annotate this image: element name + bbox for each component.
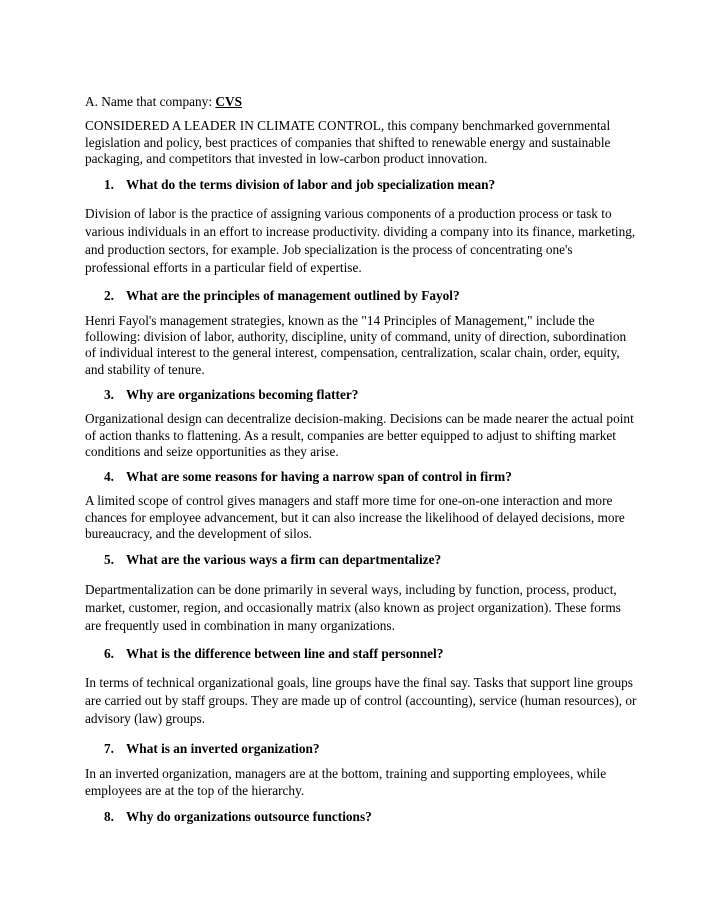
document-page (85, 94, 637, 825)
question-number: 5. (104, 552, 114, 568)
answer-3: Organizational design can decentralize decision-making. Decisions can be made nearer the actual point of action thanks to flattening. As a result, companies are better equipped to adjust to shifting market conditions and seize opportunities as they arise. (85, 411, 634, 459)
company-name: CVS (215, 94, 242, 109)
question-text: What do the terms division of labor and job specialization mean? (126, 177, 496, 193)
question-number: 8. (104, 808, 114, 824)
question-7 (85, 741, 637, 757)
answer-5: Departmentalization can be done primarily in several ways, including by function, process, product, market, customer, region, and occasionally matrix (also known as project organization). These forms are frequently used in combination in many organizations. (85, 581, 621, 633)
question-number: 1. (104, 177, 114, 193)
question-number: 2. (104, 288, 114, 304)
answer-6: In terms of technical organizational goals, line groups have the final say. Tasks that support line groups are carried out by staff groups. They are made up of control (accounting), service (human resources), or advisory (law) groups. (85, 674, 637, 726)
question-text: Why do organizations outsource functions? (126, 808, 372, 824)
heading-prefix: A. Name that company: (85, 94, 216, 109)
question-5 (85, 552, 637, 568)
question-number: 3. (104, 386, 114, 402)
question-text: What are some reasons for having a narrow span of control in firm? (126, 469, 512, 485)
answer-2: Henri Fayol's management strategies, known as the "14 Principles of Management," include the following: division of labor, authority, discipline, unity of command, unity of direction, subordination of individual interest to the general interest, compensation, centralization, scalar chain, order, equity, and stability of tenure. (85, 312, 627, 377)
question-1 (85, 177, 637, 193)
question-text: What are the various ways a firm can departmentalize? (126, 552, 442, 568)
question-3 (85, 387, 637, 403)
question-number: 7. (104, 740, 114, 756)
question-text: Why are organizations becoming flatter? (126, 386, 359, 402)
question-number: 6. (104, 645, 114, 661)
question-4 (85, 469, 637, 485)
question-2 (85, 288, 637, 304)
question-text: What is the difference between line and staff personnel? (126, 645, 444, 661)
answer-1: Division of labor is the practice of assigning various components of a production process or task to various individuals in an effort to increase productivity. dividing a company into its finance, marketing, and production sectors, for example. Job specialization is the process of concentrating one's professional efforts in a particular field of expertise. (85, 206, 636, 276)
question-8 (85, 809, 637, 825)
question-6 (85, 646, 637, 662)
intro-paragraph: CONSIDERED A LEADER IN CLIMATE CONTROL, this company benchmarked governmental legislation and policy, best practices of companies that shifted to renewable energy and sustainable packaging, and competitors that invested in low-carbon product innovation. (85, 118, 611, 166)
answer-4: A limited scope of control gives managers and staff more time for one-on-one interaction and more chances for employee advancement, but it can also increase the likelihood of delayed decisions, more bureaucracy, and the development of silos. (85, 493, 625, 542)
question-text: What is an inverted organization? (126, 740, 320, 756)
heading-line (85, 94, 637, 110)
question-number: 4. (104, 469, 114, 485)
question-text: What are the principles of management outlined by Fayol? (126, 288, 460, 304)
answer-7: In an inverted organization, managers are at the bottom, training and supporting employees, while employees are at the top of the hierarchy. (85, 766, 607, 798)
